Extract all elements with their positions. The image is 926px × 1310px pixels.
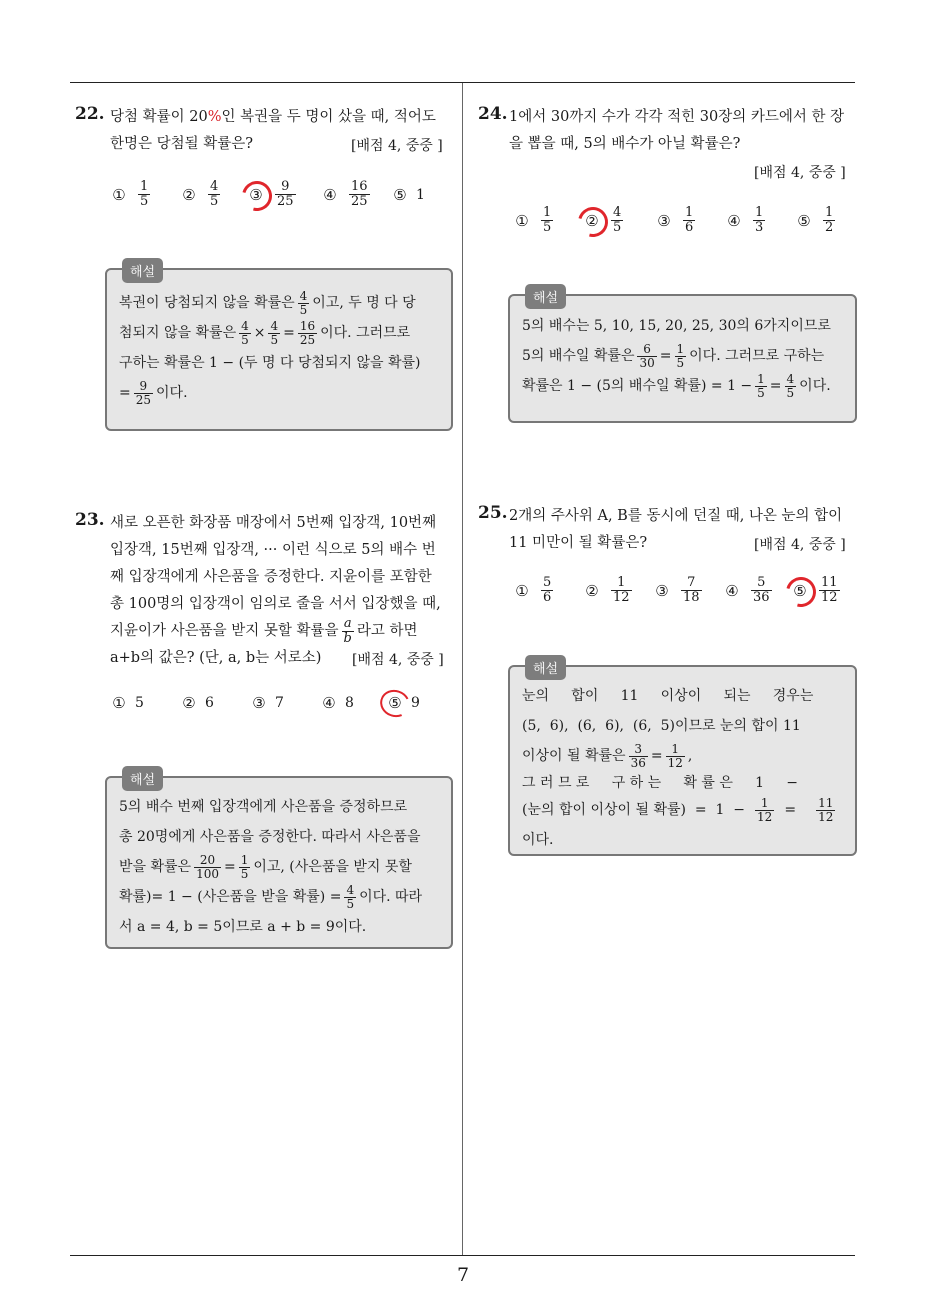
choice-value: 9	[411, 695, 420, 711]
numerator: 11	[821, 575, 838, 590]
bottom-rule	[70, 1255, 855, 1256]
denominator: 36	[753, 590, 770, 605]
numerator: 1	[617, 575, 626, 590]
choice-mark: ①	[112, 185, 126, 204]
denominator: 5	[543, 220, 552, 235]
score-meta: [배점 4, 중중 ]	[352, 652, 444, 668]
question-text	[110, 510, 441, 672]
numerator: 9	[281, 179, 290, 194]
choice-mark: ⑤	[388, 694, 402, 712]
denominator: 12	[613, 590, 630, 605]
numerator: 16	[351, 179, 368, 194]
choice-2[interactable]	[583, 576, 653, 605]
answer-circle-mark	[376, 686, 413, 722]
choice-4[interactable]	[723, 576, 791, 605]
text: 5의 배수일 확률은	[522, 347, 635, 364]
text: 확률은 1 − (5의 배수일 확률) = 1 −	[522, 377, 753, 394]
choice-mark: ①	[515, 211, 529, 230]
question-number: 24.	[478, 104, 508, 124]
score-meta: [배점 4, 중중 ]	[754, 165, 846, 181]
denominator: 5	[140, 194, 149, 209]
choice-mark: ④	[725, 581, 739, 600]
numerator: 16	[299, 318, 316, 333]
choice-value: 8	[345, 695, 354, 711]
choice-3[interactable]	[250, 694, 320, 712]
denominator: 12	[667, 755, 683, 770]
numerator: 6	[643, 341, 651, 356]
choice-mark: ③	[657, 211, 671, 230]
numerator: 4	[786, 371, 795, 386]
column-divider	[462, 83, 463, 1255]
text: 2개의 주사위 A, B를 동시에 던질 때, 나온 눈의 합이	[509, 508, 843, 524]
choice-2[interactable]	[180, 180, 247, 209]
numerator: a	[343, 616, 352, 631]
numerator: 1	[140, 179, 149, 194]
choice-mark: ⑤	[793, 581, 807, 600]
choice-2-selected[interactable]	[583, 206, 655, 235]
choice-value: 1	[416, 186, 425, 203]
question-22	[75, 104, 455, 164]
denominator: 25	[299, 332, 316, 347]
numerator: 4	[270, 318, 279, 333]
text: 5의 배수 번째 입장객에게 사은품을 증정하므로	[119, 798, 408, 815]
choice-value: 6	[205, 695, 214, 711]
page-number: 7	[456, 1264, 470, 1286]
score-meta: [배점 4, 중중 ]	[351, 138, 443, 154]
text: 을 뽑을 때, 5의 배수가 아닐 확률은?	[509, 136, 741, 152]
choice-5[interactable]	[795, 206, 838, 235]
text: 이다. 그러므로	[320, 324, 411, 341]
numerator: 1	[671, 741, 680, 756]
choice-mark: ④	[727, 211, 741, 230]
denominator: 5	[210, 194, 219, 209]
text: 그 러 므 로 구 하 는 확 률 은 1 −	[522, 774, 799, 791]
denominator: 12	[821, 590, 838, 605]
operator: =	[650, 747, 663, 764]
numerator: 5	[543, 575, 552, 590]
denominator: 5	[299, 302, 308, 317]
numerator: 4	[241, 318, 249, 333]
choice-value: 7	[275, 695, 284, 711]
text: 총 100명의 입장객이 임의로 줄을 서서 입장했을 때,	[110, 596, 441, 612]
numerator: 20	[199, 852, 216, 867]
solution-tag: 해설	[122, 766, 163, 791]
denominator: 5	[676, 355, 685, 370]
choice-1[interactable]	[110, 694, 180, 712]
text: 인 복권을 두 명이 샀을 때, 적어도	[221, 109, 436, 125]
operator: =	[223, 858, 236, 875]
choice-4[interactable]	[320, 694, 386, 712]
text: 눈의 합이 11 이상이 되는 경우는	[522, 687, 814, 704]
choice-value: 5	[135, 695, 144, 711]
solution-text	[119, 288, 421, 408]
choice-mark: ③	[249, 185, 263, 204]
operator: =	[283, 324, 295, 341]
text: 라고 하면	[356, 623, 418, 639]
text: (눈의 합이 이상이 될 확률) = 1 −	[522, 801, 746, 818]
choice-mark: ⑤	[393, 185, 407, 204]
text: 이다. 따라	[359, 888, 423, 905]
numerator: 1	[760, 795, 769, 810]
denominator: 5	[613, 220, 622, 235]
numerator: 1	[757, 371, 765, 386]
numerator: 3	[634, 741, 643, 756]
denominator: 5	[757, 385, 765, 400]
text: 째 입장객에게 사은품을 증정한다. 지윤이를 포함한	[110, 569, 432, 585]
choices-22	[110, 180, 425, 209]
denominator: 25	[277, 194, 294, 209]
numerator: 9	[139, 378, 148, 393]
choice-mark: ③	[252, 694, 266, 712]
choice-mark: ②	[182, 694, 196, 712]
numerator: 1	[543, 205, 552, 220]
denominator: 18	[683, 590, 700, 605]
numerator: 1	[825, 205, 834, 220]
denominator: 5	[346, 896, 355, 911]
text: 이고, (사은품을 받지 못할	[253, 858, 412, 875]
choice-4[interactable]	[321, 180, 391, 209]
text: 새로 오픈한 화장품 매장에서 5번째 입장객, 10번째	[110, 515, 437, 531]
choice-5-selected[interactable]	[386, 694, 420, 712]
text: (5, 6), (6, 6), (6, 5)이므로 눈의 합이 11	[522, 717, 801, 734]
operator: =	[784, 801, 797, 818]
text: 총 20명에게 사은품을 증정한다. 따라서 사은품을	[119, 828, 421, 845]
text: 당첨 확률이 20	[110, 109, 208, 125]
solution-text	[522, 681, 838, 855]
choice-4[interactable]	[725, 206, 795, 235]
text: 입장객, 15번째 입장객, ··· 이런 식으로 5의 배수 번	[110, 542, 436, 558]
choice-5[interactable]	[391, 186, 425, 204]
question-number: 25.	[478, 503, 508, 523]
numerator: 1	[676, 341, 685, 356]
text: 1에서 30까지 수가 각각 적힌 30장의 카드에서 한 장	[509, 109, 845, 125]
text: 서 a = 4, b = 5이므로 a + b = 9이다.	[119, 918, 367, 935]
denominator: 3	[755, 220, 764, 235]
numerator: 4	[613, 205, 622, 220]
numerator: 1	[755, 205, 764, 220]
solution-tag: 해설	[122, 258, 163, 283]
denominator: 36	[630, 755, 646, 770]
denominator: 100	[196, 866, 219, 881]
solution-text	[522, 311, 831, 401]
numerator: 1	[685, 205, 694, 220]
choice-2[interactable]	[180, 694, 250, 712]
question-25	[478, 503, 858, 563]
text: 복권이 당첨되지 않을 확률은	[119, 294, 295, 311]
choice-1[interactable]	[110, 180, 180, 209]
choice-mark: ⑤	[797, 211, 811, 230]
text: 이다.	[156, 384, 188, 401]
numerator: 4	[346, 882, 355, 897]
denominator: 5	[786, 385, 795, 400]
denominator: 2	[825, 220, 834, 235]
choices-24	[513, 206, 838, 235]
text: ,	[687, 747, 693, 764]
denominator: 5	[241, 332, 249, 347]
denominator: 12	[757, 809, 773, 824]
choice-mark: ①	[112, 694, 126, 712]
choice-1[interactable]	[513, 206, 583, 235]
text: a+b의 값은? (단, a, b는 서로소)	[110, 650, 322, 666]
text: 구하는 확률은 1 − (두 명 다 당첨되지 않을 확률)	[119, 354, 421, 371]
question-number: 23.	[75, 510, 105, 530]
choice-mark: ②	[585, 211, 599, 230]
choice-3-selected[interactable]	[247, 180, 321, 209]
denominator: 25	[351, 194, 368, 209]
numerator: 5	[757, 575, 766, 590]
text: 받을 확률은	[119, 858, 192, 875]
text: 한명은 당첨될 확률은?	[110, 136, 254, 152]
denominator: 25	[135, 392, 152, 407]
solution-tag: 해설	[525, 284, 566, 309]
operator: =	[769, 377, 782, 394]
text: 이다.	[522, 831, 554, 848]
choices-25	[513, 576, 843, 605]
choice-3[interactable]	[653, 576, 723, 605]
denominator: b	[343, 631, 352, 646]
numerator: 11	[818, 795, 834, 810]
denominator: 30	[639, 355, 655, 370]
text: 지윤이가 사은품을 받지 못할 확률을	[110, 623, 339, 639]
choice-5-selected[interactable]	[791, 576, 843, 605]
operator: =	[659, 347, 672, 364]
choice-3[interactable]	[655, 206, 725, 235]
text: 이고, 두 명 다 당	[312, 294, 416, 311]
text: 확률)= 1 − (사은품을 받을 확률) =	[119, 888, 342, 905]
text: 이다.	[799, 377, 831, 394]
choice-mark: ②	[585, 581, 599, 600]
question-24	[478, 104, 858, 184]
numerator: 4	[210, 179, 219, 194]
text: 이다. 그러므로 구하는	[689, 347, 825, 364]
text: 이상이 될 확률은	[522, 747, 626, 764]
solution-text	[119, 792, 422, 942]
choice-1[interactable]	[513, 576, 583, 605]
question-23	[75, 510, 455, 680]
percent-sign: %	[207, 109, 222, 125]
solution-box-23	[105, 773, 453, 949]
text: 첨되지 않을 확률은	[119, 324, 237, 341]
choices-23	[110, 694, 420, 712]
choice-mark: ④	[323, 185, 337, 204]
solution-box-24	[508, 291, 857, 423]
solution-tag: 해설	[525, 655, 566, 680]
question-number: 22.	[75, 104, 105, 124]
numerator: 1	[240, 852, 249, 867]
numerator: 4	[299, 288, 308, 303]
choice-mark: ④	[322, 694, 336, 712]
text: 5의 배수는 5, 10, 15, 20, 25, 30의 6가지이므로	[522, 317, 831, 334]
numerator: 7	[687, 575, 696, 590]
denominator: 5	[240, 866, 249, 881]
choice-mark: ①	[515, 581, 529, 600]
solution-box-25	[508, 662, 857, 856]
denominator: 12	[818, 809, 834, 824]
choice-mark: ②	[182, 185, 196, 204]
text: 11 미만이 될 확률은?	[509, 535, 648, 551]
denominator: 6	[543, 590, 552, 605]
question-text	[509, 104, 844, 158]
operator: ×	[253, 324, 266, 341]
solution-box-22	[105, 265, 453, 431]
operator: =	[119, 384, 131, 401]
score-meta: [배점 4, 중중 ]	[754, 537, 846, 553]
denominator: 5	[270, 332, 279, 347]
choice-mark: ③	[655, 581, 669, 600]
denominator: 6	[685, 220, 694, 235]
